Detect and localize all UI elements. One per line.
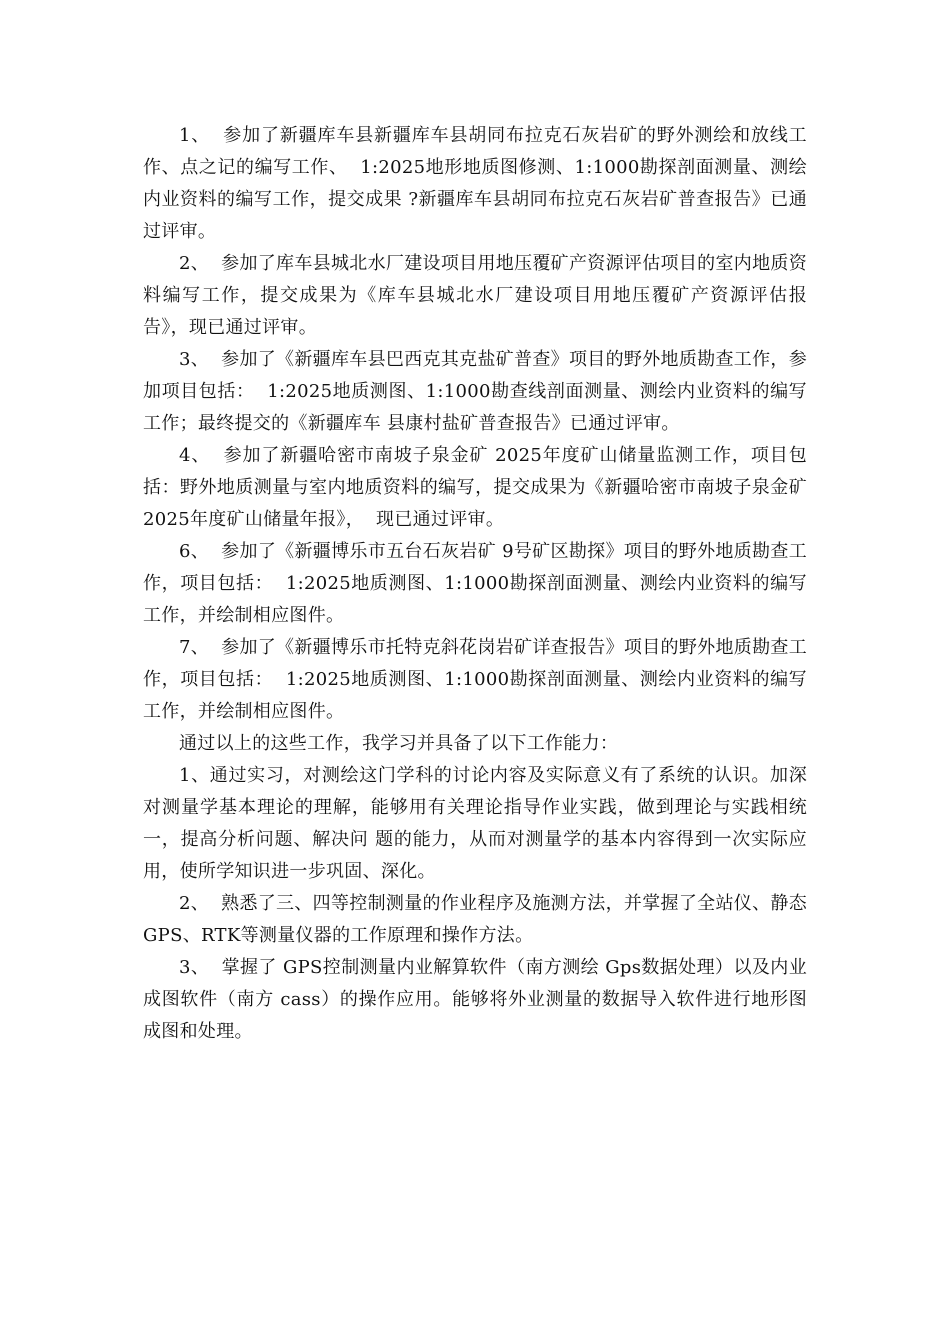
paragraph-7: 7、 参加了《新疆博乐市托特克斜花岗岩矿详查报告》项目的野外地质勘查工作，项目包括： 1:2025地质测图、1:1000勘探剖面测量、测绘内业资料的编写工作，并绘制相应图件。: [143, 637, 807, 722]
ability-1: 1、通过实习，对测绘这门学科的讨论内容及实际意义有了系统的认识。加深对测量学基本理论的理解，能够用有关理论指导作业实践，做到理论与实践相统一，提高分析问题、解决问 题的能力，从而对测量学的基本内容得到一次实际应用，使所学知识进一步巩固、深化。: [143, 765, 807, 882]
paragraph-1: 1、 参加了新疆库车县新疆库车县胡同布拉克石灰岩矿的野外测绘和放线工作、点之记的编写工作、 1:2025地形地质图修测、1:1000勘探剖面测量、测绘内业资料的编写工作，提交成果 ?新疆库车县胡同布拉克石灰岩矿普查报告》已通过评审。: [143, 125, 807, 242]
paragraph-4: 4、 参加了新疆哈密市南坡子泉金矿 2025年度矿山储量监测工作，项目包括：野外地质测量与室内地质资料的编写，提交成果为《新疆哈密市南坡子泉金矿 2025年度矿山储量年报》， 现已通过评审。: [143, 445, 814, 530]
paragraph-3: 3、 参加了《新疆库车县巴西克其克盐矿普查》项目的野外地质勘查工作，参加项目包括： 1:2025地质测图、1:1000勘查线剖面测量、测绘内业资料的编写工作；最终提交的《新疆库车 县康村盐矿普查报告》已通过评审。: [143, 349, 807, 434]
summary-intro: 通过以上的这些工作，我学习并具备了以下工作能力：: [179, 733, 619, 754]
paragraph-6: 6、 参加了《新疆博乐市五台石灰岩矿 9号矿区勘探》项目的野外地质勘查工作，项目包括： 1:2025地质测图、1:1000勘探剖面测量、测绘内业资料的编写工作，并绘制相应图件。: [143, 541, 807, 626]
ability-2: 2、 熟悉了三、四等控制测量的作业程序及施测方法，并掌握了全站仪、静态 GPS、RTK等测量仪器的工作原理和操作方法。: [143, 893, 814, 946]
paragraph-2: 2、 参加了库车县城北水厂建设项目用地压覆矿产资源评估项目的室内地质资料编写工作，提交成果为《库车县城北水厂建设项目用地压覆矿产资源评估报告》，现已通过评审。: [143, 253, 807, 338]
ability-3: 3、 掌握了 GPS控制测量内业解算软件（南方测绘 Gps数据处理）以及内业成图软件（南方 cass）的操作应用。能够将外业测量的数据导入软件进行地形图成图和处理。: [143, 957, 807, 1042]
document-body: [143, 120, 814, 1048]
